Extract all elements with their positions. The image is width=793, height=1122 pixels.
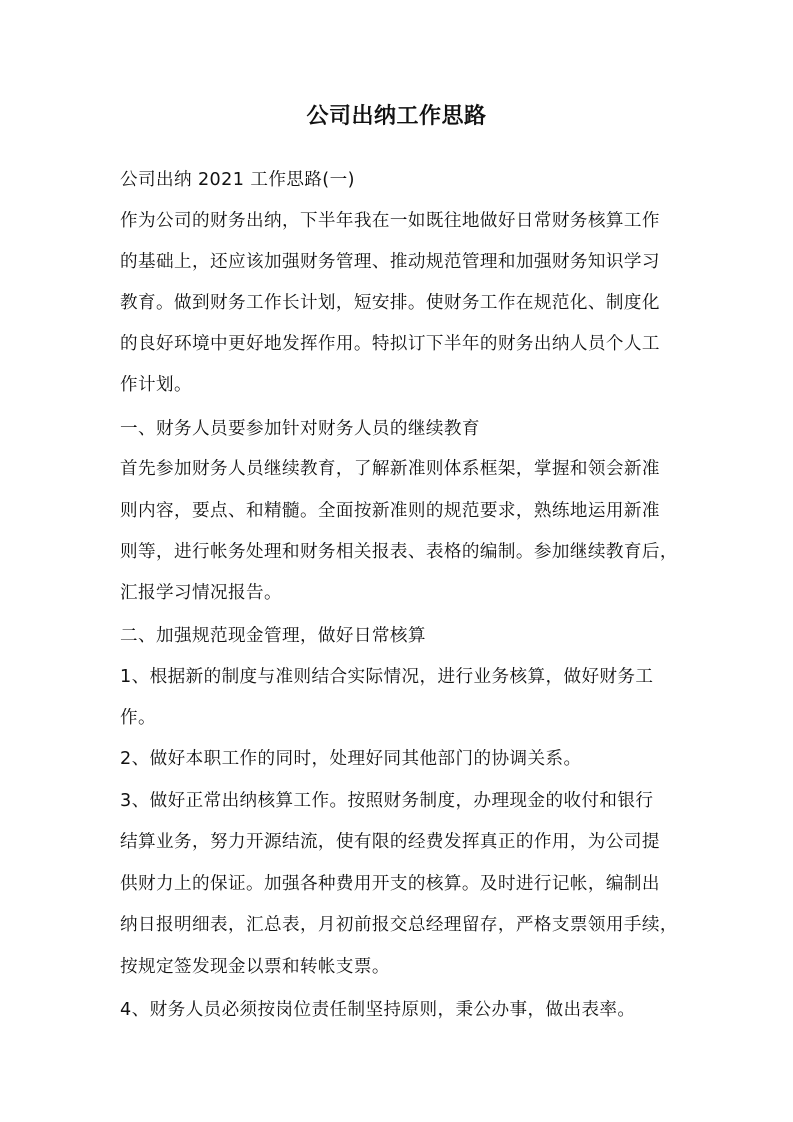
paragraph-line: 则内容，要点、和精髓。全面按新准则的规范要求，熟练地运用新准 [120, 501, 660, 521]
subtitle-line: 公司出纳 2021 工作思路(一) [120, 170, 355, 190]
paragraph-line: 教育。做到财务工作长计划，短安排。使财务工作在规范化、制度化 [120, 293, 660, 313]
paragraph-line: 首先参加财务人员继续教育，了解新准则体系框架，掌握和领会新准 [120, 459, 660, 479]
paragraph-line: 结算业务，努力开源结流，使有限的经费发挥真正的作用，为公司提 [120, 832, 660, 852]
paragraph-line: 作。 [120, 708, 156, 728]
paragraph-line: 作计划。 [120, 375, 192, 395]
paragraph-line: 纳日报明细表，汇总表，月初前报交总经理留存，严格支票领用手续， [120, 915, 678, 935]
paragraph-line: 汇报学习情况报告。 [120, 583, 282, 603]
paragraph-line: 供财力上的保证。加强各种费用开支的核算。及时进行记帐，编制出 [120, 874, 660, 894]
paragraph-line: 按规定签发现金以票和转帐支票。 [120, 957, 390, 977]
paragraph-line: 3、做好正常出纳核算工作。按照财务制度，办理现金的收付和银行 [120, 791, 654, 811]
paragraph-line: 的良好环境中更好地发挥作用。特拟订下半年的财务出纳人员个人工 [120, 334, 660, 354]
section-heading: 一、财务人员要参加针对财务人员的继续教育 [120, 419, 480, 439]
paragraph-line: 4、财务人员必须按岗位责任制坚持原则，秉公办事，做出表率。 [120, 1000, 636, 1020]
paragraph-line: 则等，进行帐务处理和财务相关报表、表格的编制。参加继续教育后， [120, 542, 678, 562]
paragraph-line: 1、根据新的制度与准则结合实际情况，进行业务核算，做好财务工 [120, 667, 654, 687]
paragraph-line: 作为公司的财务出纳，下半年我在一如既往地做好日常财务核算工作 [120, 211, 660, 231]
section-heading: 二、加强规范现金管理，做好日常核算 [120, 626, 426, 646]
paragraph-line: 的基础上，还应该加强财务管理、推动规范管理和加强财务知识学习 [120, 252, 660, 272]
document-title: 公司出纳工作思路 [306, 104, 487, 129]
paragraph-line: 2、做好本职工作的同时，处理好同其他部门的协调关系。 [120, 749, 582, 769]
